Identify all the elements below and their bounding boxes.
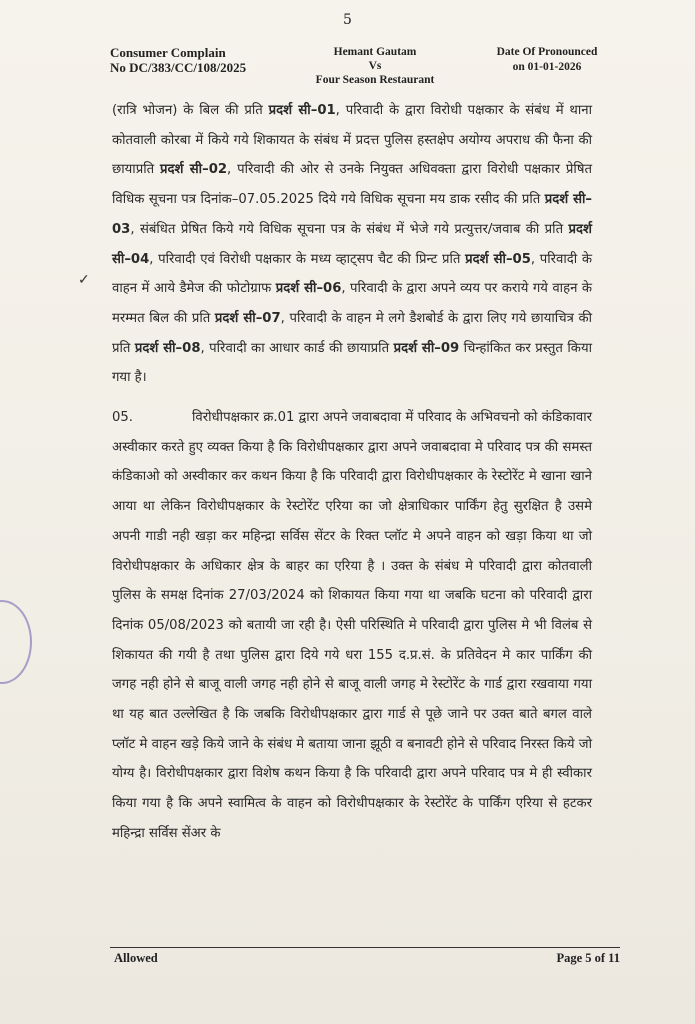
court-stamp bbox=[0, 600, 32, 684]
exhibit-c03: प्रदर्श सी–03 bbox=[112, 192, 592, 237]
opponent-name: Four Season Restaurant bbox=[315, 74, 435, 86]
exhibit-c06: प्रदर्श सी–06 bbox=[275, 281, 342, 297]
exhibit-c02: प्रदर्श सी–02 bbox=[160, 162, 228, 178]
pronouncement-date-block bbox=[482, 45, 612, 75]
case-title: Consumer Complain bbox=[110, 45, 226, 60]
paragraph-05 bbox=[112, 403, 592, 849]
footer-status: Allowed bbox=[114, 951, 158, 965]
versus-label: Vs bbox=[368, 60, 382, 72]
paragraph-text: विरोधीपक्षकार क्र.01 द्वारा अपने जवाबदावा में परिवाद के अभिवचनो को कंडिकावार अस्वीकार करते हुए व्यक्त किया है कि विरोधीपक्षकार द्वारा अपने जवाबदावा मे परिवाद पत्र की समस्त कंडिकाओ को अस्वीकार कर कथन किया है कि परिवादी द्वारा विरोधीपक्षकार के रेस्टोरेंट मे खाना खाने आया था लेकिन विरोधीपक्षकार के रेस्टोरेंट एरिया का जो क्षेत्राधिकार पार्किंग हेतु सुरक्षित है उसमे अपनी गाडी नही खड़ा कर महिन्द्रा सर्विस सेंटर के रिक्त प्लॉट मे अपने वाहन को खड़ा किया था जो विरोधीपक्षकार के अधिकार क्षेत्र के बाहर का एरिया है । उक्त के संबंध मे परिवादी द्वारा कोतवाली पुलिस के समक्ष दिनांक 27/03/2024 को शिकायत किया गया था जबकि घटना को परिवादी द्वारा दिनांक 05/08/2023 को बतायी जा रही है। ऐसी परिस्थिति मे परिवादी द्वारा पुलिस मे भी विलंब से शिकायत की गयी है तथा पुलिस द्वारा दिये गये धरा 155 द.प्र.सं. के प्रतिवेदन मे कार पार्किंग की जगह नही होने से बाजू वाली जगह नही होने से बाजू वाली जगह मे रेस्टोरेंट के गार्ड द्वारा रखवाया गया था यह बात उल्लेखित है कि जबकि विरोधीपक्षकार द्वारा गार्ड से पूछे जाने पर उक्त बाते बगल वाले प्लॉट मे वाहन खड़े किये जाने के संबंध मे बताया जाना झूठी व बनावटी होने से परिवाद निरस्त किये जो योग्य है। विरोधीपक्षकार द्वारा विशेष कथन किया है कि परिवादी द्वारा अपने परिवाद पत्र मे ही स्वीकार किया गया है कि अपने स्वामित्व के वाहन को विरोधीपक्षकार के रेस्टोरेंट के पार्किंग एरिया से हटकर महिन्द्रा सर्विस सेंअर के bbox=[112, 410, 592, 841]
complainant-name: Hemant Gautam bbox=[333, 46, 417, 58]
case-number: No DC/383/CC/108/2025 bbox=[110, 60, 247, 75]
document-body bbox=[112, 96, 592, 849]
exhibit-c09: प्रदर्श सी–09 bbox=[393, 340, 460, 356]
date-label: Date Of Pronounced bbox=[496, 46, 598, 58]
parties-block bbox=[300, 45, 450, 87]
exhibit-c01: प्रदर्श सी–01 bbox=[268, 103, 336, 118]
margin-pen-mark: ✓ bbox=[78, 272, 90, 288]
exhibit-c07: प्रदर्श सी–07 bbox=[214, 310, 281, 326]
page-footer bbox=[110, 947, 620, 970]
case-number-block bbox=[110, 45, 280, 75]
page-number: 5 bbox=[343, 12, 352, 28]
exhibit-c08: प्रदर्श सी–08 bbox=[134, 340, 201, 356]
paragraph-exhibits: (रात्रि भोजन) के बिल की प्रति प्रदर्श सी–01, परिवादी के द्वारा विरोधी पक्षकार के संबंध में थाना कोतवाली कोरबा में किये गये शिकायत के संबंध में प्रदत्त पुलिस हस्तक्षेप अयोग्य अपराध की फैना की छायाप्रति प्रदर्श सी–02, परिवादी की ओर से उनके नियुक्त अधिवक्ता द्वारा विरोधी पक्षकार प्रेषित विधिक सूचना पत्र दिनांक–07.05.2025 दिये गये विधिक सूचना मय डाक रसीद की प्रति प्रदर्श सी–03, संबंधित प्रेषित किये गये विधिक सूचना पत्र के संबंध में भेजे गये प्रत्युत्तर/जवाब की प्रति प्रदर्श सी–04, परिवादी एवं विरोधी पक्षकार के मध्य व्हाट्सप चैट की प्रिन्ट प्रति प्रदर्श सी–05, परिवादी के वाहन में आये डैमेज की फोटोग्राफ प्रदर्श सी–06, परिवादी के द्वारा अपने व्यय पर कराये गये वाहन के मरम्मत बिल की प्रति प्रदर्श सी–07, परिवादी के वाहन मे लगे डैशबोर्ड के द्वारा लिए गये छायाचित्र की प्रति प्रदर्श सी–08, परिवादी का आधार कार्ड की छायाप्रति प्रदर्श सी–09 चिन्हांकित कर प्रस्तुत किया गया है। bbox=[112, 103, 593, 386]
footer-page-count: Page 5 of 11 bbox=[556, 951, 620, 965]
date-value: on 01-01-2026 bbox=[512, 61, 582, 73]
paragraph-number: 05. bbox=[112, 410, 133, 426]
exhibit-c05: प्रदर्श सी–05 bbox=[465, 251, 531, 267]
exhibit-c04: प्रदर्श सी–04 bbox=[112, 221, 592, 267]
